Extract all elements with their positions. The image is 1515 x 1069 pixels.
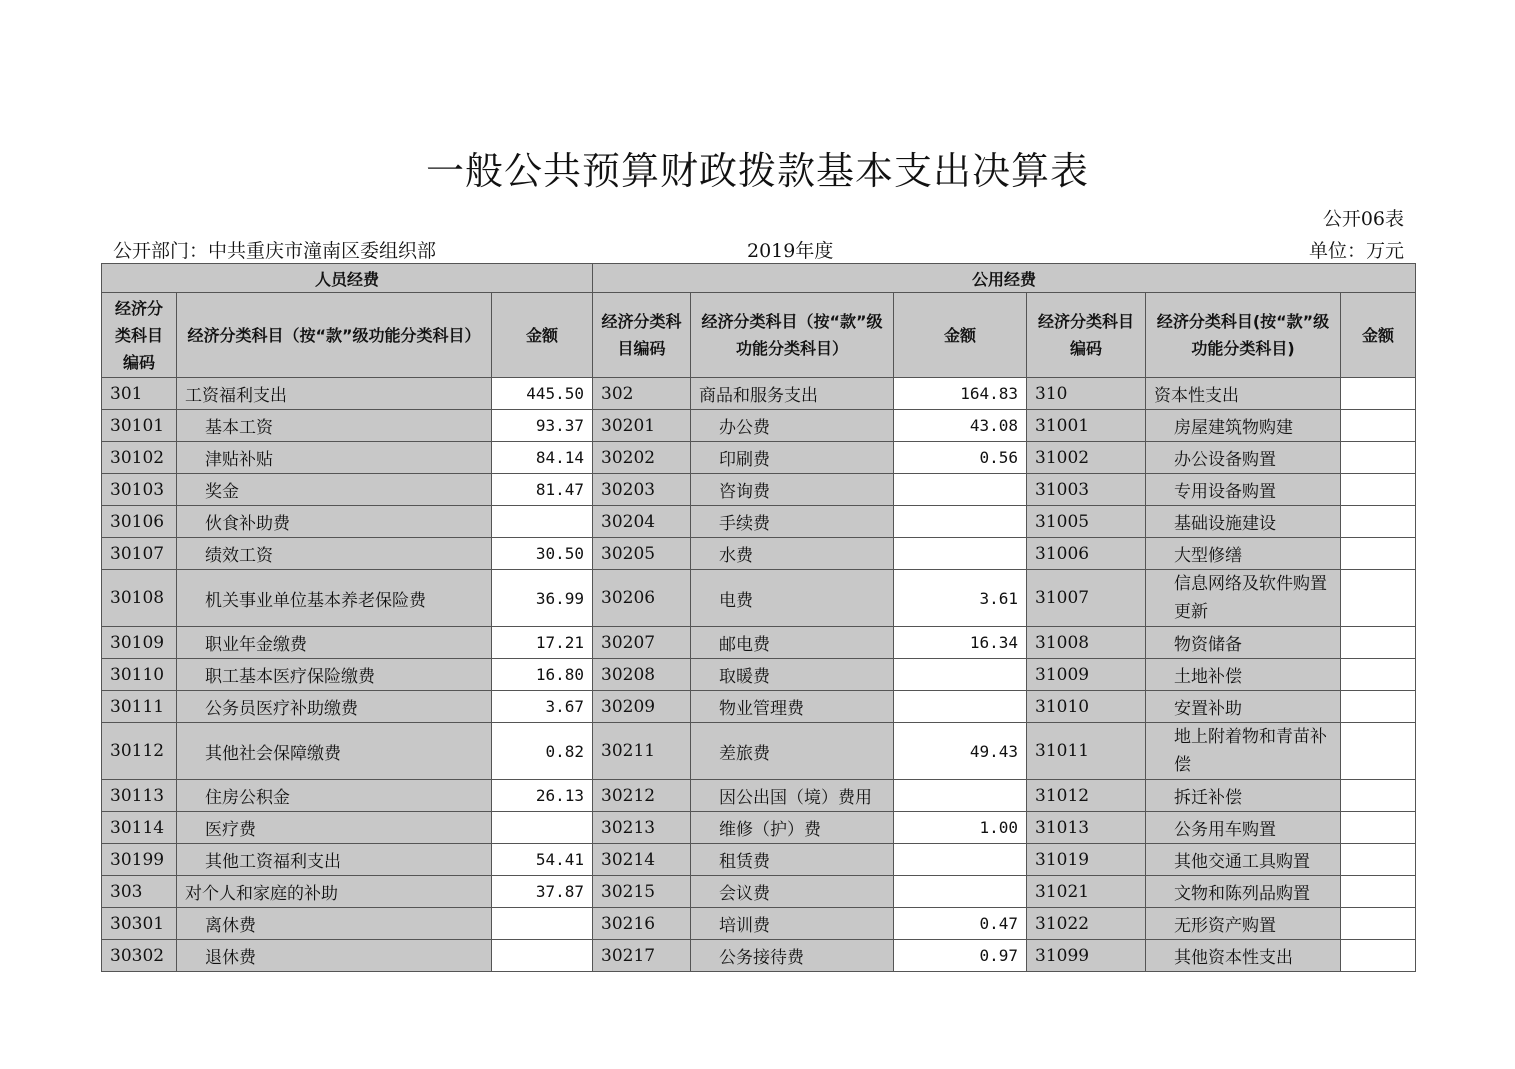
- cell-p-name: 工资福利支出: [177, 378, 492, 410]
- cell-p-amt: [492, 812, 593, 844]
- cell-u-amt: 43.08: [894, 410, 1027, 442]
- cell-c-code: 31012: [1027, 780, 1146, 812]
- cell-p-amt: [492, 908, 593, 940]
- header-public-name: 经济分类科目（按“款”级功能分类科目）: [691, 293, 894, 378]
- table-row: [102, 627, 1416, 659]
- cell-c-amt: [1341, 780, 1416, 812]
- cell-p-name: 住房公积金: [177, 780, 492, 812]
- cell-c-name: 其他资本性支出: [1146, 940, 1341, 972]
- cell-c-amt: [1341, 908, 1416, 940]
- cell-c-name: 信息网络及软件购置更新: [1146, 570, 1341, 627]
- cell-c-name: 资本性支出: [1146, 378, 1341, 410]
- cell-p-code: 30113: [102, 780, 177, 812]
- cell-p-name: 津贴补贴: [177, 442, 492, 474]
- cell-p-amt: 16.80: [492, 659, 593, 691]
- cell-u-name: 差旅费: [691, 723, 894, 780]
- cell-p-name: 职工基本医疗保险缴费: [177, 659, 492, 691]
- cell-c-code: 31003: [1027, 474, 1146, 506]
- cell-c-amt: [1341, 570, 1416, 627]
- cell-u-amt: [894, 691, 1027, 723]
- cell-c-amt: [1341, 659, 1416, 691]
- cell-p-name: 其他工资福利支出: [177, 844, 492, 876]
- cell-c-amt: [1341, 442, 1416, 474]
- cell-u-amt: 164.83: [894, 378, 1027, 410]
- cell-u-code: 30209: [593, 691, 691, 723]
- cell-c-amt: [1341, 506, 1416, 538]
- cell-u-name: 商品和服务支出: [691, 378, 894, 410]
- cell-u-name: 咨询费: [691, 474, 894, 506]
- cell-p-amt: 445.50: [492, 378, 593, 410]
- cell-c-name: 办公设备购置: [1146, 442, 1341, 474]
- cell-u-amt: 1.00: [894, 812, 1027, 844]
- cell-p-name: 公务员医疗补助缴费: [177, 691, 492, 723]
- cell-p-amt: [492, 940, 593, 972]
- table-row: [102, 780, 1416, 812]
- cell-u-code: 30206: [593, 570, 691, 627]
- header-personnel-code: 经济分类科目编码: [102, 293, 177, 378]
- header-public-code: 经济分类科目编码: [593, 293, 691, 378]
- cell-u-code: 30205: [593, 538, 691, 570]
- cell-u-amt: [894, 506, 1027, 538]
- cell-u-name: 维修（护）费: [691, 812, 894, 844]
- cell-p-code: 30112: [102, 723, 177, 780]
- cell-u-amt: [894, 844, 1027, 876]
- cell-p-name: 其他社会保障缴费: [177, 723, 492, 780]
- cell-c-name: 基础设施建设: [1146, 506, 1341, 538]
- table-row: [102, 506, 1416, 538]
- cell-c-code: 31011: [1027, 723, 1146, 780]
- cell-u-code: 30216: [593, 908, 691, 940]
- table-row: [102, 723, 1416, 780]
- cell-p-code: 301: [102, 378, 177, 410]
- table-row: [102, 570, 1416, 627]
- cell-u-amt: 0.56: [894, 442, 1027, 474]
- cell-p-code: 30101: [102, 410, 177, 442]
- table-row: [102, 940, 1416, 972]
- cell-p-name: 奖金: [177, 474, 492, 506]
- cell-c-code: 31021: [1027, 876, 1146, 908]
- department-label: 公开部门：中共重庆市潼南区委组织部: [113, 240, 437, 262]
- cell-p-code: 30114: [102, 812, 177, 844]
- cell-u-code: 30204: [593, 506, 691, 538]
- cell-c-amt: [1341, 410, 1416, 442]
- cell-p-amt: 30.50: [492, 538, 593, 570]
- cell-c-amt: [1341, 876, 1416, 908]
- cell-c-code: 31019: [1027, 844, 1146, 876]
- header-personnel-amount: 金额: [492, 293, 593, 378]
- cell-c-name: 文物和陈列品购置: [1146, 876, 1341, 908]
- unit-label: 单位：万元: [1308, 240, 1404, 262]
- form-number: 公开06表: [1322, 208, 1404, 230]
- cell-u-name: 邮电费: [691, 627, 894, 659]
- table-row: [102, 876, 1416, 908]
- cell-u-name: 因公出国（境）费用: [691, 780, 894, 812]
- cell-p-name: 离休费: [177, 908, 492, 940]
- cell-c-code: 31008: [1027, 627, 1146, 659]
- cell-p-code: 30106: [102, 506, 177, 538]
- cell-c-amt: [1341, 812, 1416, 844]
- cell-u-name: 印刷费: [691, 442, 894, 474]
- fiscal-year: 2019年度: [747, 240, 834, 262]
- cell-p-code: 30107: [102, 538, 177, 570]
- cell-p-amt: 17.21: [492, 627, 593, 659]
- cell-c-code: 31009: [1027, 659, 1146, 691]
- cell-u-code: 30208: [593, 659, 691, 691]
- cell-c-code: 31099: [1027, 940, 1146, 972]
- cell-c-name: 地上附着物和青苗补偿: [1146, 723, 1341, 780]
- table-row: [102, 474, 1416, 506]
- header-personnel-name: 经济分类科目（按“款”级功能分类科目）: [177, 293, 492, 378]
- cell-u-amt: [894, 474, 1027, 506]
- cell-c-code: 31022: [1027, 908, 1146, 940]
- cell-c-amt: [1341, 538, 1416, 570]
- header-public-amount: 金额: [894, 293, 1027, 378]
- cell-c-name: 物资储备: [1146, 627, 1341, 659]
- cell-u-name: 物业管理费: [691, 691, 894, 723]
- cell-c-amt: [1341, 723, 1416, 780]
- cell-p-code: 30111: [102, 691, 177, 723]
- cell-c-code: 31010: [1027, 691, 1146, 723]
- cell-p-name: 职业年金缴费: [177, 627, 492, 659]
- cell-c-name: 安置补助: [1146, 691, 1341, 723]
- cell-p-amt: 93.37: [492, 410, 593, 442]
- cell-u-name: 水费: [691, 538, 894, 570]
- cell-c-code: 31005: [1027, 506, 1146, 538]
- cell-c-name: 无形资产购置: [1146, 908, 1341, 940]
- cell-u-amt: [894, 538, 1027, 570]
- cell-p-name: 基本工资: [177, 410, 492, 442]
- cell-u-name: 办公费: [691, 410, 894, 442]
- cell-u-amt: [894, 876, 1027, 908]
- cell-u-code: 30217: [593, 940, 691, 972]
- cell-p-code: 30108: [102, 570, 177, 627]
- page-title: 一般公共预算财政拨款基本支出决算表: [425, 149, 1089, 193]
- cell-p-code: 30302: [102, 940, 177, 972]
- cell-p-name: 退休费: [177, 940, 492, 972]
- cell-p-name: 医疗费: [177, 812, 492, 844]
- cell-p-code: 30301: [102, 908, 177, 940]
- group-header-row: [102, 264, 1416, 293]
- cell-u-code: 302: [593, 378, 691, 410]
- cell-u-name: 公务接待费: [691, 940, 894, 972]
- cell-c-amt: [1341, 378, 1416, 410]
- group-public: 公用经费: [593, 264, 1416, 293]
- table-row: [102, 812, 1416, 844]
- cell-p-amt: 37.87: [492, 876, 593, 908]
- cell-p-amt: 36.99: [492, 570, 593, 627]
- table-row: [102, 908, 1416, 940]
- cell-u-code: 30207: [593, 627, 691, 659]
- cell-u-name: 电费: [691, 570, 894, 627]
- cell-u-amt: 0.47: [894, 908, 1027, 940]
- cell-p-amt: 54.41: [492, 844, 593, 876]
- header-capital-amount: 金额: [1341, 293, 1416, 378]
- cell-c-amt: [1341, 691, 1416, 723]
- cell-u-name: 会议费: [691, 876, 894, 908]
- cell-p-code: 30199: [102, 844, 177, 876]
- table-row: [102, 442, 1416, 474]
- table-row: [102, 659, 1416, 691]
- cell-u-amt: 3.61: [894, 570, 1027, 627]
- cell-p-code: 30102: [102, 442, 177, 474]
- table-row: [102, 844, 1416, 876]
- cell-c-name: 公务用车购置: [1146, 812, 1341, 844]
- table-row: [102, 378, 1416, 410]
- cell-c-name: 土地补偿: [1146, 659, 1341, 691]
- cell-u-code: 30201: [593, 410, 691, 442]
- cell-c-code: 31002: [1027, 442, 1146, 474]
- cell-p-name: 伙食补助费: [177, 506, 492, 538]
- cell-c-amt: [1341, 844, 1416, 876]
- cell-c-name: 大型修缮: [1146, 538, 1341, 570]
- cell-u-amt: 0.97: [894, 940, 1027, 972]
- cell-u-name: 租赁费: [691, 844, 894, 876]
- expenditure-table: [101, 263, 1416, 972]
- cell-c-amt: [1341, 474, 1416, 506]
- header-capital-code: 经济分类科目编码: [1027, 293, 1146, 378]
- table-row: [102, 410, 1416, 442]
- cell-p-name: 绩效工资: [177, 538, 492, 570]
- cell-u-code: 30214: [593, 844, 691, 876]
- cell-u-amt: [894, 659, 1027, 691]
- cell-u-code: 30203: [593, 474, 691, 506]
- cell-c-code: 31007: [1027, 570, 1146, 627]
- group-personnel: 人员经费: [102, 264, 593, 293]
- cell-p-name: 机关事业单位基本养老保险费: [177, 570, 492, 627]
- cell-u-code: 30211: [593, 723, 691, 780]
- table-row: [102, 538, 1416, 570]
- cell-p-code: 30109: [102, 627, 177, 659]
- column-header-row: [102, 293, 1416, 378]
- cell-c-code: 31001: [1027, 410, 1146, 442]
- cell-p-amt: 0.82: [492, 723, 593, 780]
- cell-u-code: 30212: [593, 780, 691, 812]
- cell-u-code: 30215: [593, 876, 691, 908]
- cell-u-name: 取暖费: [691, 659, 894, 691]
- cell-c-amt: [1341, 627, 1416, 659]
- header-capital-name: 经济分类科目(按“款”级功能分类科目): [1146, 293, 1341, 378]
- table-row: [102, 691, 1416, 723]
- cell-p-amt: [492, 506, 593, 538]
- cell-u-amt: [894, 780, 1027, 812]
- cell-u-name: 培训费: [691, 908, 894, 940]
- cell-p-amt: 81.47: [492, 474, 593, 506]
- cell-c-code: 31006: [1027, 538, 1146, 570]
- cell-p-amt: 3.67: [492, 691, 593, 723]
- cell-p-amt: 84.14: [492, 442, 593, 474]
- cell-c-name: 其他交通工具购置: [1146, 844, 1341, 876]
- cell-p-amt: 26.13: [492, 780, 593, 812]
- cell-u-amt: 49.43: [894, 723, 1027, 780]
- cell-p-name: 对个人和家庭的补助: [177, 876, 492, 908]
- cell-c-name: 房屋建筑物购建: [1146, 410, 1341, 442]
- cell-c-code: 31013: [1027, 812, 1146, 844]
- cell-p-code: 30110: [102, 659, 177, 691]
- cell-u-code: 30202: [593, 442, 691, 474]
- cell-c-amt: [1341, 940, 1416, 972]
- cell-c-code: 310: [1027, 378, 1146, 410]
- cell-u-name: 手续费: [691, 506, 894, 538]
- cell-p-code: 30103: [102, 474, 177, 506]
- cell-c-name: 拆迁补偿: [1146, 780, 1341, 812]
- cell-u-code: 30213: [593, 812, 691, 844]
- cell-p-code: 303: [102, 876, 177, 908]
- cell-c-name: 专用设备购置: [1146, 474, 1341, 506]
- cell-u-amt: 16.34: [894, 627, 1027, 659]
